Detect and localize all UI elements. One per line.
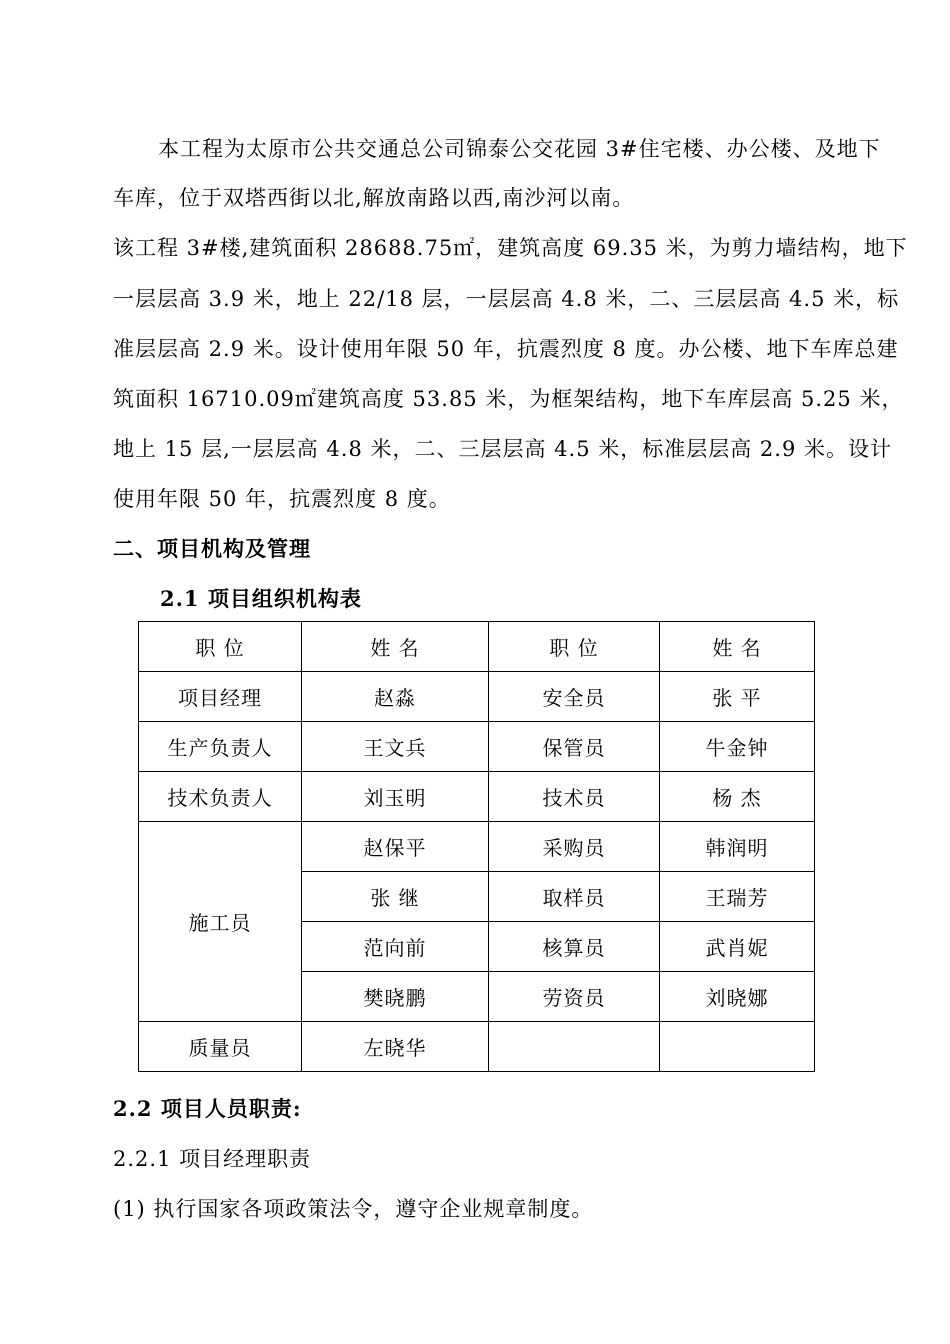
intro-para2-line4: 筑面积 16710.09㎡建筑高度 53.85 米，为框架结构，地下车库层高 5.25 米， [113,387,904,411]
cell-name: 韩润明 [660,822,815,872]
cell-empty [660,1022,815,1072]
cell-position: 技术员 [489,772,660,822]
section-2-2-heading: 2.2 项目人员职责: [113,1096,302,1121]
intro-para2-line6: 使用年限 50 年，抗震烈度 8 度。 [113,487,451,511]
cell-name: 武肖妮 [660,922,815,972]
cell-position-group: 施工员 [139,822,302,1022]
cell-name: 王文兵 [302,722,489,772]
cell-position: 技术负责人 [139,772,302,822]
cell-name: 刘晓娜 [660,972,815,1022]
table-row [139,772,815,822]
intro-para2-line5: 地上 15 层,一层层高 4.8 米，二、三层层高 4.5 米，标准层层高 2.9 米。设计 [113,437,892,461]
cell-position: 采购员 [489,822,660,872]
table-row [139,822,815,872]
cell-position: 生产负责人 [139,722,302,772]
cell-name: 赵保平 [302,822,489,872]
cell-position: 劳资员 [489,972,660,1022]
intro-para2-line3: 准层层高 2.9 米。设计使用年限 50 年，抗震烈度 8 度。办公楼、地下车库总建 [113,337,899,361]
cell-name: 左晓华 [302,1022,489,1072]
table-row [139,722,815,772]
duty-item-1: (1) 执行国家各项政策法令，遵守企业规章制度。 [113,1197,594,1221]
cell-name: 杨 杰 [660,772,815,822]
section-2-heading: 二、项目机构及管理 [113,536,311,561]
cell-position: 安全员 [489,672,660,722]
cell-name: 张 继 [302,872,489,922]
section-2-1-heading: 2.1 项目组织机构表 [160,586,362,611]
header-position-1: 职 位 [139,622,302,672]
intro-para1-line2: 车库，位于双塔西街以北,解放南路以西,南沙河以南。 [113,186,635,210]
cell-position: 质量员 [139,1022,302,1072]
org-structure-table [138,621,815,1072]
cell-name: 赵淼 [302,672,489,722]
cell-position: 取样员 [489,872,660,922]
cell-empty [489,1022,660,1072]
cell-name: 牛金钟 [660,722,815,772]
cell-name: 张 平 [660,672,815,722]
cell-name: 范向前 [302,922,489,972]
header-position-2: 职 位 [489,622,660,672]
table-row [139,1022,815,1072]
intro-para2-line1: 该工程 3#楼,建筑面积 28688.75㎡，建筑高度 69.35 米，为剪力墙结构，地下 [113,236,908,260]
cell-name: 刘玉明 [302,772,489,822]
section-2-2-1-heading: 2.2.1 项目经理职责 [113,1147,312,1171]
header-name-1: 姓 名 [302,622,489,672]
cell-position: 保管员 [489,722,660,772]
cell-position: 核算员 [489,922,660,972]
intro-para1-line1: 本工程为太原市公共交通总公司锦泰公交花园 3#住宅楼、办公楼、及地下 [158,137,881,161]
cell-position: 项目经理 [139,672,302,722]
table-row [139,672,815,722]
cell-name: 王瑞芳 [660,872,815,922]
table-header-row [139,622,815,672]
header-name-2: 姓 名 [660,622,815,672]
cell-name: 樊晓鹏 [302,972,489,1022]
intro-para2-line2: 一层层高 3.9 米，地上 22/18 层，一层层高 4.8 米，二、三层层高 4.5 米，标 [113,287,900,311]
